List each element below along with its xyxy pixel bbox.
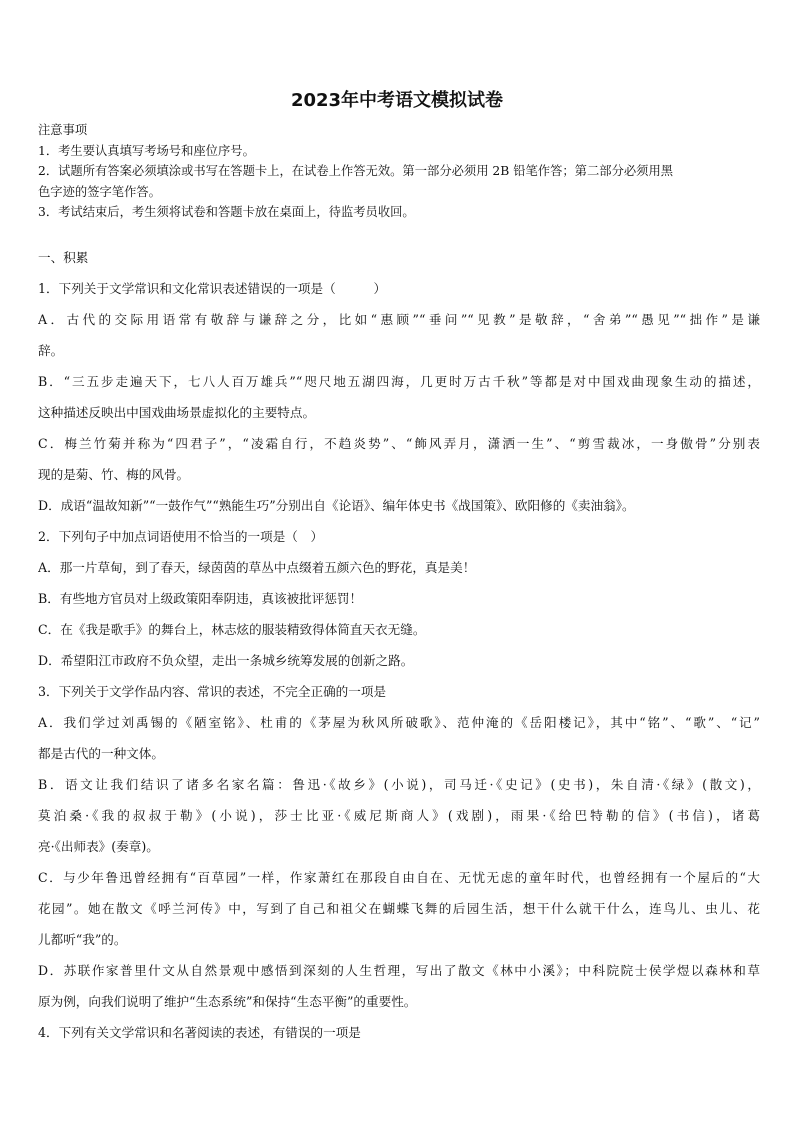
question-stem: 4．下列有关文学常识和名著阅读的表述，有错误的一项是 <box>38 1025 361 1040</box>
option-line: B．有些地方官员对上级政策阳奉阴违，真该被批评惩罚！ <box>38 591 363 606</box>
notice-line: 色字迹的签字笔作答。 <box>38 184 161 199</box>
option-line: B．语文让我们结识了诸多名家名篇：鲁迅·《故乡》(小说)，司马迁·《史记》(史书)，朱自清·《绿》(散文)， <box>38 777 760 792</box>
question-stem: 1．下列关于文学常识和文化常识表述错误的一项是（ ） <box>38 281 387 296</box>
option-line: A．我们学过刘禹锡的《陋室铭》、杜甫的《茅屋为秋风所破歌》、范仲淹的《岳阳楼记》，其中“铭”、“歌”、“记” <box>38 715 760 730</box>
option-line: B．“三五步走遍天下，七八人百万雄兵”“咫尺地五湖四海，几更时万古千秋”等都是对中国戏曲现象生动的描述， <box>38 374 760 389</box>
option-line: C．在《我是歌手》的舞台上，林志炫的服装精致得体简直天衣无缝。 <box>38 622 426 637</box>
section-heading: 一、积累 <box>38 250 89 265</box>
option-line: 这种描述反映出中国戏曲场景虚拟化的主要特点。 <box>38 405 316 420</box>
option-line: 莫泊桑·《我的叔叔于勒》(小说)，莎士比亚·《威尼斯商人》(戏剧)，雨果·《给巴特勒的信》(书信)，诸葛 <box>38 808 760 823</box>
notice-section <box>38 120 758 223</box>
option-line: 都是古代的一种文体。 <box>38 746 164 761</box>
option-line: 儿都听“我”的。 <box>38 932 127 947</box>
question-stem: 2．下列句子中加点词语使用不恰当的一项是（ ） <box>38 529 324 544</box>
notice-line: 3．考试结束后，考生须将试卷和答题卡放在桌面上，待监考员收回。 <box>38 205 415 219</box>
option-line: 现的是菊、竹、梅的风骨。 <box>38 467 190 482</box>
option-line: 花园”。她在散文《呼兰河传》中，写到了自己和祖父在蝴蝶飞舞的后园生活，想干什么就干什么，连鸟儿、虫儿、花 <box>38 901 760 916</box>
option-line: A．那一片草甸，到了春天，绿茵茵的草丛中点缀着五颜六色的野花，真是美！ <box>38 560 476 575</box>
option-line: A．古代的交际用语常有敬辞与谦辞之分，比如“惠顾”“垂问”“见教”是敬辞，“舍弟”“愚见”“拙作”是谦 <box>38 312 760 327</box>
notice-line: 2．试题所有答案必须填涂或书写在答题卡上，在试卷上作答无效。第一部分必须用 2B 铅笔作答；第二部分必须用黑 <box>38 164 674 178</box>
question-section <box>38 242 760 1048</box>
option-line: 原为例，向我们说明了维护“生态系统”和保持“生态平衡”的重要性。 <box>38 994 417 1009</box>
option-line: 辞。 <box>38 343 64 358</box>
option-line: C．与少年鲁迅曾经拥有“百草园”一样，作家萧红在那段自由自在、无忧无虑的童年时代，也曾经拥有一个屋后的“大 <box>38 870 760 885</box>
question-stem: 3．下列关于文学作品内容、常识的表述，不完全正确的一项是 <box>38 684 387 699</box>
option-line: D．成语“温故知新”“一鼓作气”“熟能生巧”分别出自《论语》、编年体史书《战国策》、欧阳修的《卖油翁》。 <box>38 498 635 513</box>
option-line: D．苏联作家普里什文从自然景观中感悟到深刻的人生哲理，写出了散文《林中小溪》；中科院院士侯学煜以森林和草 <box>38 963 760 978</box>
page-title: 2023年中考语文模拟试卷 <box>290 90 504 111</box>
option-line: D．希望阳江市政府不负众望，走出一条城乡统筹发展的创新之路。 <box>38 653 414 668</box>
option-line: C．梅兰竹菊并称为“四君子”，“凌霜自行，不趋炎势”、“飾风弄月，潇洒一生”、“剪雪裁冰，一身傲骨”分别表 <box>38 436 760 451</box>
option-line: 亮·《出师表》(奏章)。 <box>38 839 159 854</box>
notice-line: 1．考生要认真填写考场号和座位序号。 <box>38 143 255 158</box>
notice-heading: 注意事项 <box>38 123 88 137</box>
